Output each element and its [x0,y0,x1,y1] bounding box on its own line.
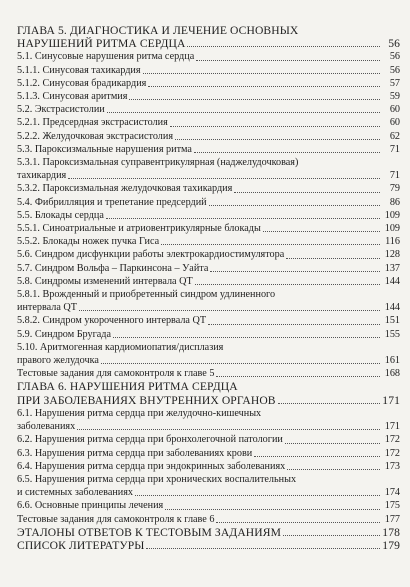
toc-entry-line [17,262,400,275]
page-number: 178 [382,525,400,539]
dot-leader [278,403,380,404]
toc-entry-title: 5.4. Фибрилляция и трепетание предсердий [17,196,207,208]
table-of-contents [17,24,400,552]
toc-entry-line [17,64,400,77]
page-number: 174 [384,487,400,499]
toc-entry-title: 5.1. Синусовые нарушения ритма сердца [17,51,195,63]
toc-entry-line [17,77,400,90]
toc-entry-line [17,90,400,103]
toc-entry-line [17,407,400,420]
dot-leader [170,126,380,127]
toc-entry-title: Тестовые задания для самоконтроля к главе 6 [17,513,215,525]
page-number: 171 [382,393,400,407]
chapter-heading-line [17,380,400,393]
toc-entry-title: правого желудочка [17,355,99,367]
toc-entry-title: Тестовые задания для самоконтроля к главе 5 [17,368,215,380]
toc-entry-title: ГЛАВА 5. ДИАГНОСТИКА И ЛЕЧЕНИЕ ОСНОВНЫХ [17,24,299,37]
toc-entry-title: 5.7. Синдром Вольфа – Паркинсона – Уайта [17,262,209,274]
toc-entry-line [17,222,400,235]
toc-entry-title: 6.5. Нарушения ритма сердца при хронических воспалительных [17,473,297,485]
toc-entry-line [17,420,400,433]
dot-leader [208,324,380,325]
toc-entry-title: 6.3. Нарушения ритма сердца при заболеваниях крови [17,447,253,459]
dot-leader [287,469,380,470]
toc-entry-line [17,143,400,156]
toc-entry-line [17,499,400,512]
dot-leader [143,73,380,74]
page-number: 172 [384,434,400,446]
dot-leader [175,139,380,140]
dot-leader [106,218,380,219]
toc-entry-line [17,156,400,169]
toc-entry-title: 5.9. Синдром Бругада [17,328,112,340]
toc-entry-title: 6.6. Основные принципы лечения [17,500,164,512]
dot-leader [146,548,380,549]
toc-entry-title: заболеваниях [17,421,76,433]
toc-entry-line [17,367,400,380]
page-number: 79 [389,183,400,195]
page-number: 173 [384,460,400,472]
page-number: 56 [389,64,400,76]
toc-entry-line [17,235,400,248]
page-number: 172 [384,447,400,459]
toc-entry-line [17,314,400,327]
dot-leader [187,46,380,47]
page-number: 179 [382,538,400,552]
toc-entry-title: 5.1.1. Синусовая тахикардия [17,64,141,76]
toc-entry-line [17,328,400,341]
page-number: 109 [384,209,400,221]
toc-entry-line [17,209,400,222]
dot-leader [68,178,380,179]
dot-leader [135,495,380,496]
toc-entry-title: 5.8.2. Синдром укороченного интервала QT [17,315,207,327]
dot-leader [129,99,380,100]
toc-entry-title: интервала QT [17,302,77,314]
dot-leader [77,429,380,430]
toc-entry-line [17,341,400,354]
dot-leader [165,509,380,510]
toc-entry-title: НАРУШЕНИЙ РИТМА СЕРДЦА [17,37,186,51]
page-number: 175 [384,500,400,512]
page-number: 151 [384,315,400,327]
toc-entry-title: и системных заболеваниях [17,487,134,499]
dot-leader [263,231,380,232]
toc-entry-line [17,513,400,526]
page-number: 86 [389,196,400,208]
toc-entry-title: 5.1.3. Синусовая аритмия [17,91,128,103]
dot-leader [234,192,380,193]
page-number: 56 [388,37,400,51]
dot-leader [107,112,380,113]
dot-leader [196,60,380,61]
dot-leader [195,284,380,285]
toc-entry-title: СПИСОК ЛИТЕРАТУРЫ [17,538,145,552]
toc-entry-title: 5.5.2. Блокады ножек пучка Гиса [17,236,160,248]
toc-entry-title: 5.2.2. Желудочковая экстрасистолия [17,130,174,142]
dot-leader [113,337,380,338]
toc-entry-line [17,288,400,301]
dot-leader [101,363,380,364]
toc-entry-title: ЭТАЛОНЫ ОТВЕТОВ К ТЕСТОВЫМ ЗАДАНИЯМ [17,525,281,539]
page-number: 155 [384,328,400,340]
dot-leader [286,258,380,259]
chapter-heading-line [17,24,400,37]
chapter-heading-line [17,394,400,407]
toc-entry-title: 5.3. Пароксизмальные нарушения ритма [17,143,192,155]
page-number: 168 [384,368,400,380]
page-number: 60 [389,104,400,116]
toc-entry-line [17,301,400,314]
page-number: 128 [384,249,400,261]
toc-entry-title: 6.1. Нарушения ритма сердца при желудочно-кишечных [17,407,262,419]
dot-leader [254,456,380,457]
dot-leader [216,376,380,377]
toc-entry-title: 5.2. Экстрасистолии [17,104,105,116]
toc-entry-title: 5.3.2. Пароксизмальная желудочковая тахикардия [17,183,233,195]
dot-leader [79,310,380,311]
toc-entry-title: 5.2.1. Предсердная экстрасистолия [17,117,168,129]
page-number: 71 [389,143,400,155]
toc-entry-title: 5.3.1. Пароксизмальная суправентрикулярная (наджелудочковая) [17,157,299,169]
toc-entry-line [17,116,400,129]
page-number: 62 [389,130,400,142]
toc-entry-title: 6.4. Нарушения ритма сердца при эндокринных заболеваниях [17,460,286,472]
page-number: 109 [384,223,400,235]
page-number: 71 [389,170,400,182]
page-number: 116 [385,236,400,248]
toc-entry-title: 5.5. Блокады сердца [17,209,104,221]
toc-entry-title: тахикардия [17,170,67,182]
page-number: 144 [384,302,400,314]
page-number: 60 [389,117,400,129]
toc-entry-title: 5.1.2. Синусовая брадикардия [17,77,147,89]
toc-entry-title: 5.6. Синдром дисфункции работы электрокардиостимулятора [17,249,285,261]
toc-entry-line [17,103,400,116]
toc-entry-line [17,473,400,486]
dot-leader [194,152,380,153]
toc-entry-title: 5.8.1. Врожденный и приобретенный синдром удлиненного [17,289,276,301]
toc-entry-line [17,275,400,288]
toc-entry-line [17,433,400,446]
toc-entry-title: 5.10. Аритмогенная кардиомиопатия/дисплазия [17,341,224,353]
toc-entry-line [17,460,400,473]
toc-entry-title: 5.5.1. Синоатриальные и атриовентрикулярные блокады [17,223,261,235]
dot-leader [285,443,380,444]
toc-entry-title: ГЛАВА 6. НАРУШЕНИЯ РИТМА СЕРДЦА [17,380,238,394]
page-number: 177 [384,513,400,525]
toc-entry-line [17,354,400,367]
dot-leader [148,86,380,87]
page-number: 56 [389,51,400,63]
dot-leader [161,244,380,245]
dot-leader [216,522,380,523]
toc-entry-title: 5.8. Синдромы изменений интервала QT [17,275,193,287]
page-number: 144 [384,275,400,287]
toc-entry-title: 6.2. Нарушения ритма сердца при бронхолегочной патологии [17,434,283,446]
toc-entry-title: ПРИ ЗАБОЛЕВАНИЯХ ВНУТРЕННИХ ОРГАНОВ [17,393,276,407]
page-number: 57 [389,77,400,89]
toc-entry-line [17,169,400,182]
page-number: 161 [384,355,400,367]
toc-entry-line [17,50,400,63]
chapter-heading-line [17,37,400,50]
toc-entry-line [17,447,400,460]
chapter-heading-line [17,539,400,552]
toc-entry-line [17,130,400,143]
dot-leader [210,271,380,272]
page-number: 137 [384,262,400,274]
toc-entry-line [17,486,400,499]
toc-entry-line [17,248,400,261]
chapter-heading-line [17,526,400,539]
dot-leader [209,205,380,206]
toc-entry-line [17,196,400,209]
page-number: 171 [384,421,400,433]
dot-leader [283,535,380,536]
toc-entry-line [17,182,400,195]
page-number: 59 [389,91,400,103]
